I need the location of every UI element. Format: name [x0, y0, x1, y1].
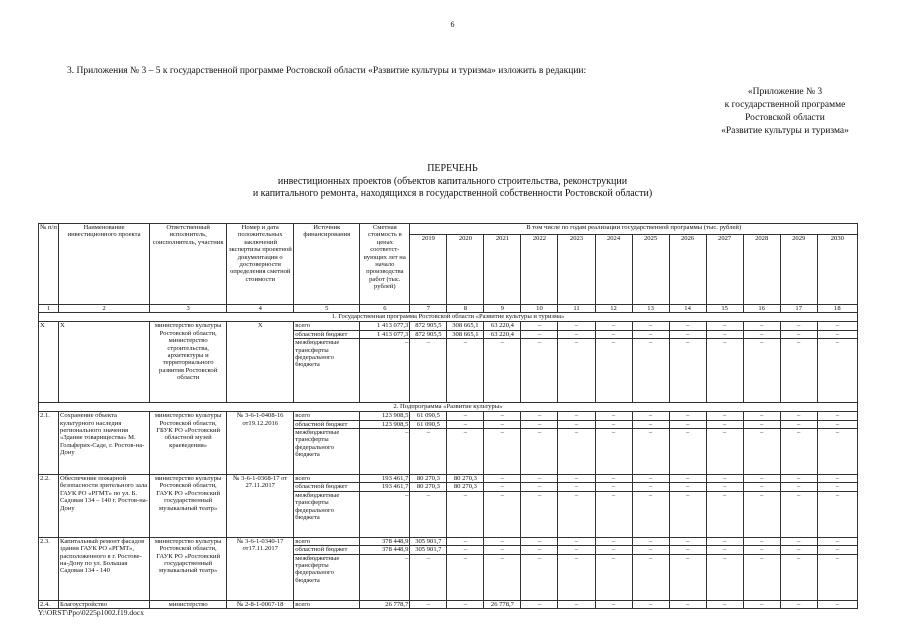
program-total-row-value: – — [632, 339, 669, 403]
column-number: 5 — [294, 305, 360, 313]
header-row-1 — [39, 224, 858, 235]
project-row-value: – — [558, 429, 595, 475]
column-number: 1 — [39, 305, 59, 313]
project-row-value: – — [632, 429, 669, 475]
program-total-row-value: – — [521, 322, 558, 330]
project-row-exec: министерство — [150, 600, 227, 608]
project-row-value: – — [484, 412, 521, 420]
project-row-value: 80 270,3 — [447, 483, 484, 491]
header-num: № п/п — [39, 224, 59, 305]
project-row-value: – — [521, 537, 558, 545]
project-row-value: – — [632, 554, 669, 600]
header-year: 2024 — [595, 235, 632, 305]
project-row-value: – — [447, 546, 484, 554]
project-row-value: – — [743, 537, 780, 545]
header-year: 2023 — [558, 235, 595, 305]
program-total-row-value: – — [410, 339, 447, 403]
project-row-value: – — [410, 429, 447, 475]
column-number: 11 — [558, 305, 595, 313]
project-row-value: – — [595, 537, 632, 545]
page-number: 6 — [450, 20, 455, 29]
program-total-row-value: – — [706, 322, 743, 330]
column-number: 6 — [360, 305, 410, 313]
column-number: 14 — [669, 305, 706, 313]
header-exec: Ответственный исполнитель, соисполнитель, участник — [150, 224, 227, 305]
project-row-value: – — [595, 546, 632, 554]
project-row-value: – — [780, 475, 817, 483]
program-total-row-value: – — [780, 322, 817, 330]
program-total-row-value: – — [595, 322, 632, 330]
project-row-value: – — [780, 600, 817, 608]
project-row-value: – — [558, 546, 595, 554]
project-row-value: – — [521, 420, 558, 428]
project-row-value: – — [595, 491, 632, 537]
column-number: 16 — [743, 305, 780, 313]
project-row-value: – — [632, 475, 669, 483]
program-total-row-value: 308 665,1 — [447, 330, 484, 338]
project-row-value: – — [595, 483, 632, 491]
project-row-value: 80 270,3 — [410, 475, 447, 483]
project-row-value: – — [595, 475, 632, 483]
program-total-row-value: 1 413 077,3 — [360, 322, 410, 330]
program-total-row-value: 872 905,5 — [410, 330, 447, 338]
program-total-row-value: – — [817, 322, 857, 330]
project-row-source: межбюджетные трансферты федерального бюджета — [294, 491, 360, 537]
header-year: 2021 — [484, 235, 521, 305]
program-total-row-value: – — [558, 339, 595, 403]
project-row-value: – — [521, 412, 558, 420]
project-row-value: – — [447, 420, 484, 428]
program-total-row-value: – — [780, 339, 817, 403]
column-number: 2 — [59, 305, 150, 313]
program-total-row-value: – — [743, 339, 780, 403]
program-total-row-value: – — [743, 322, 780, 330]
column-number: 4 — [227, 305, 294, 313]
project-row-value: – — [780, 554, 817, 600]
project-row-value: – — [780, 429, 817, 475]
project-row-value: – — [558, 412, 595, 420]
project-row-value: – — [780, 412, 817, 420]
title-line-2: инвестиционных проектов (объектов капитального строительства, реконструкции — [277, 175, 628, 187]
project-row-exec: министерство культуры Ростовской области, ГБУК РО «Ростовский областной музей краеведения» — [150, 412, 227, 475]
project-row-value: – — [669, 600, 706, 608]
program-total-row-name: Х — [59, 322, 150, 403]
project-row-value: – — [595, 412, 632, 420]
project-row-value: – — [595, 429, 632, 475]
program-total-row — [39, 322, 858, 330]
project-row-num: 2.2. — [39, 475, 59, 538]
program-total-row-exec: министерство культуры Ростовской области, министерство строительства, архитектуры и территориального развития Ростовской области — [150, 322, 227, 403]
project-row-value: 193 461,7 — [360, 483, 410, 491]
project-row-value: – — [817, 546, 857, 554]
project-row-source: межбюджетные трансферты федерального бюджета — [294, 554, 360, 600]
project-row-value: – — [410, 491, 447, 537]
program-total-row-value: – — [817, 330, 857, 338]
project-row-value: – — [780, 537, 817, 545]
header-doc: Номер и дата положительных заключений экспертизы проектной документации о достоверности определения сметной стоимости — [227, 224, 294, 305]
project-row-value: – — [669, 420, 706, 428]
project-row-exec: министерство культуры Ростовской области, ГАУК РО «Ростовский государственный музыкальный театр» — [150, 537, 227, 600]
program-total-row-value: – — [780, 330, 817, 338]
project-row-value: – — [706, 546, 743, 554]
program-total-row-value: 1 413 077,3 — [360, 330, 410, 338]
program-total-row-value: – — [817, 339, 857, 403]
program-total-row-value: 872 905,5 — [410, 322, 447, 330]
column-number: 13 — [632, 305, 669, 313]
project-row-value: – — [484, 546, 521, 554]
project-row-value: – — [669, 537, 706, 545]
project-row-value: – — [558, 537, 595, 545]
project-row-value: – — [558, 554, 595, 600]
program-total-row-value: – — [669, 330, 706, 338]
project-row-value: – — [706, 600, 743, 608]
project-row-value: – — [743, 491, 780, 537]
project-row-value: – — [706, 475, 743, 483]
program-total-row-value: – — [595, 330, 632, 338]
project-row-num: 2.1. — [39, 412, 59, 475]
project-row-value: – — [743, 600, 780, 608]
project-row-name: Обеспечение пожарной безопасности зрительного зала ГАУК РО «РГМТ» по ул. Б. Садовая 134 – 140 г. Ростов-на-Дону — [59, 475, 150, 538]
header-year: 2022 — [521, 235, 558, 305]
header-year: 2030 — [817, 235, 857, 305]
project-row-value: – — [558, 491, 595, 537]
program-total-row-value: – — [706, 339, 743, 403]
program-total-row-value: – — [706, 330, 743, 338]
project-row-value: – — [447, 554, 484, 600]
column-number: 17 — [780, 305, 817, 313]
project-row-value: – — [447, 600, 484, 608]
project-row-value: – — [360, 554, 410, 600]
header-year: 2027 — [706, 235, 743, 305]
project-row-value: – — [706, 429, 743, 475]
file-path-footer: Y:\ORST\Ppo\0225p1002.f19.docx — [38, 608, 144, 617]
project-row-value: – — [558, 420, 595, 428]
section-1-row — [39, 313, 858, 322]
project-row-num: 2.4. — [39, 600, 59, 608]
project-row-value: – — [817, 412, 857, 420]
intro-paragraph: 3. Приложения № 3 – 5 к государственной программе Ростовской области «Развитие культуры и туризма» изложить в редакции: — [67, 66, 587, 76]
project-row-value: – — [484, 420, 521, 428]
project-row-value: – — [706, 491, 743, 537]
project-row-value: – — [521, 600, 558, 608]
project-row-value: – — [669, 491, 706, 537]
project-row-value: 26 778,7 — [360, 600, 410, 608]
project-row-value: – — [632, 412, 669, 420]
project-row-source: областной бюджет — [294, 420, 360, 428]
column-number: 18 — [817, 305, 857, 313]
project-row-value: – — [595, 420, 632, 428]
program-total-row-value: – — [669, 339, 706, 403]
project-row-value: 61 090,5 — [410, 420, 447, 428]
project-row-value: – — [817, 483, 857, 491]
document-title — [0, 163, 905, 201]
project-row-value: – — [669, 483, 706, 491]
project-row-value: – — [360, 491, 410, 537]
project-row-value: – — [595, 554, 632, 600]
project-row-value: 378 448,9 — [360, 537, 410, 545]
title-line-3: и капитального ремонта, находящихся в государственной собственности Ростовской области) — [252, 188, 653, 199]
project-row-value: – — [706, 537, 743, 545]
project-row-value: – — [447, 537, 484, 545]
project-row-value: – — [410, 554, 447, 600]
project-row-value: 123 908,5 — [360, 420, 410, 428]
project-row-value: – — [521, 491, 558, 537]
project-row-value: – — [447, 412, 484, 420]
program-total-row-value: – — [521, 330, 558, 338]
project-row-num: 2.3. — [39, 537, 59, 600]
appendix-line-2: к государственной программе — [724, 100, 846, 110]
program-total-row-value: – — [632, 322, 669, 330]
project-row-name: Благоустройство — [59, 600, 150, 608]
column-number: 15 — [706, 305, 743, 313]
project-row-value: – — [447, 491, 484, 537]
project-row-value: – — [706, 554, 743, 600]
project-row-value: – — [558, 475, 595, 483]
header-year: 2019 — [410, 235, 447, 305]
project-row-value: – — [743, 420, 780, 428]
project-row-value: – — [780, 546, 817, 554]
project-row-value: – — [484, 537, 521, 545]
project-row-source: областной бюджет — [294, 546, 360, 554]
project-row-value: – — [632, 546, 669, 554]
header-year: 2020 — [447, 235, 484, 305]
project-row-doc: № 3-6-1-0408-16 от19.12.2016 — [227, 412, 294, 475]
program-total-row-value: – — [558, 330, 595, 338]
project-row-value: 378 448,9 — [360, 546, 410, 554]
project-row-value: 26 778,7 — [484, 600, 521, 608]
project-row-value: – — [484, 554, 521, 600]
project-row — [39, 537, 858, 545]
column-number: 9 — [484, 305, 521, 313]
project-row-value: – — [817, 429, 857, 475]
project-row-doc: № 3-6-1-0340-17 от17.11.2017 — [227, 537, 294, 600]
program-total-row-num: Х — [39, 322, 59, 403]
appendix-line-3: Ростовской области — [745, 113, 825, 123]
appendix-heading — [690, 86, 880, 138]
project-row-value: – — [743, 475, 780, 483]
project-row-value: – — [558, 600, 595, 608]
project-row-value: – — [780, 491, 817, 537]
program-total-row-value: 63 220,4 — [484, 330, 521, 338]
program-total-row-value: – — [447, 339, 484, 403]
project-row-value: – — [669, 546, 706, 554]
project-row-value: – — [669, 429, 706, 475]
program-total-row-doc: Х — [227, 322, 294, 403]
project-row-value: – — [743, 412, 780, 420]
project-row-source: областной бюджет — [294, 483, 360, 491]
project-row-value: – — [817, 600, 857, 608]
title-line-1: ПЕРЕЧЕНЬ — [427, 163, 478, 174]
project-row-value: – — [743, 554, 780, 600]
project-row-value: – — [484, 483, 521, 491]
project-row-value: – — [595, 600, 632, 608]
project-row-value: – — [447, 429, 484, 475]
program-total-row-value: – — [669, 322, 706, 330]
project-row-value: – — [706, 412, 743, 420]
project-row-value: – — [706, 483, 743, 491]
header-year: 2025 — [632, 235, 669, 305]
appendix-line-4: «Развитие культуры и туризма» — [721, 126, 849, 136]
project-row-value: – — [669, 554, 706, 600]
project-row-value: 305 901,7 — [410, 546, 447, 554]
program-total-row-source: областной бюджет — [294, 330, 360, 338]
program-total-row-source: всего — [294, 322, 360, 330]
project-row-value: – — [484, 475, 521, 483]
program-total-row-value: – — [360, 339, 410, 403]
header-year: 2029 — [780, 235, 817, 305]
project-row-value: – — [817, 420, 857, 428]
project-row-value: – — [743, 429, 780, 475]
header-cost: Сметная стоимость в ценах соответст-вующих лет на начало производства работ (тыс. рублей) — [360, 224, 410, 305]
program-total-row-value: – — [632, 330, 669, 338]
project-row-value: – — [632, 537, 669, 545]
project-row-name: Капитальный ремонт фасадов здания ГАУК РО «РГМТ», расположенного в г. Ростове-на-Дону по ул. Большая Садовая 134 - 140 — [59, 537, 150, 600]
project-row-value: – — [706, 420, 743, 428]
project-row-value: – — [743, 483, 780, 491]
project-row-source: всего — [294, 537, 360, 545]
investment-projects-table-wrapper — [38, 223, 858, 609]
project-row-value: – — [669, 412, 706, 420]
project-row-value: 305 901,7 — [410, 537, 447, 545]
project-row — [39, 412, 858, 420]
project-row-value: – — [817, 475, 857, 483]
appendix-line-1: «Приложение № 3 — [747, 87, 823, 97]
project-row-name: Сохранение объекта культурного наследия регионального значения «Здание товарищества» М. Гольферих-Саде, г. Ростов-на-Дону — [59, 412, 150, 475]
investment-projects-table — [38, 223, 858, 609]
project-row-value: – — [817, 537, 857, 545]
header-years-group: В том числе по годам реализации государственной программы (тыс. рублей) — [410, 224, 858, 235]
project-row-exec: министерство культуры Ростовской области, ГАУК РО «Ростовский государственный музыкальный театр» — [150, 475, 227, 538]
project-row-value: – — [521, 429, 558, 475]
project-row-value: 61 090,5 — [410, 412, 447, 420]
column-number: 8 — [447, 305, 484, 313]
program-total-row-value: – — [595, 339, 632, 403]
project-row-value: 123 908,5 — [360, 412, 410, 420]
project-row-value: 80 270,3 — [447, 475, 484, 483]
project-row-source: межбюджетные трансферты федерального бюджета — [294, 429, 360, 475]
project-row-value: – — [558, 483, 595, 491]
project-row-source: всего — [294, 412, 360, 420]
column-number: 10 — [521, 305, 558, 313]
project-row-value: – — [360, 429, 410, 475]
project-row-value: – — [632, 600, 669, 608]
project-row-value: 80 270,3 — [410, 483, 447, 491]
section-1-row-title: 1. Государственная программа Ростовской области «Развитие культуры и туризма» — [39, 313, 858, 322]
program-total-row-value: 308 665,1 — [447, 322, 484, 330]
header-name: Наименование инвестиционного проекта — [59, 224, 150, 305]
program-total-row-value: – — [484, 339, 521, 403]
project-row-value: – — [410, 600, 447, 608]
header-year: 2026 — [669, 235, 706, 305]
project-row-value: – — [743, 546, 780, 554]
header-year: 2028 — [743, 235, 780, 305]
project-row-source: всего — [294, 475, 360, 483]
column-number: 7 — [410, 305, 447, 313]
project-row — [39, 600, 858, 608]
project-row-value: – — [521, 475, 558, 483]
program-total-row-value: 63 220,4 — [484, 322, 521, 330]
project-row — [39, 475, 858, 483]
section-2-row — [39, 403, 858, 412]
project-row-value: – — [632, 420, 669, 428]
project-row-value: – — [484, 491, 521, 537]
project-row-value: – — [669, 475, 706, 483]
project-row-doc: № 2-8-1-0067-18 — [227, 600, 294, 608]
header-source: Источник финансирования — [294, 224, 360, 305]
project-row-value: – — [521, 546, 558, 554]
project-row-value: – — [484, 429, 521, 475]
project-row-value: – — [817, 554, 857, 600]
program-total-row-value: – — [743, 330, 780, 338]
project-row-source: всего — [294, 600, 360, 608]
project-row-value: – — [521, 554, 558, 600]
program-total-row-value: – — [521, 339, 558, 403]
project-row-doc: № 3-6-1-0368-17 от 27.11.2017 — [227, 475, 294, 538]
project-row-value: – — [780, 483, 817, 491]
column-number: 3 — [150, 305, 227, 313]
column-number-row — [39, 305, 858, 313]
project-row-value: – — [780, 420, 817, 428]
section-2-row-title: 2. Подпрограмма «Развитие культуры» — [39, 403, 858, 412]
project-row-value: – — [521, 483, 558, 491]
project-row-value: – — [632, 483, 669, 491]
project-row-value: 193 461,7 — [360, 475, 410, 483]
project-row-value: – — [632, 491, 669, 537]
project-row-value: – — [817, 491, 857, 537]
program-total-row-source: межбюджетные трансферты федерального бюджета — [294, 339, 360, 403]
program-total-row-value: – — [558, 322, 595, 330]
column-number: 12 — [595, 305, 632, 313]
